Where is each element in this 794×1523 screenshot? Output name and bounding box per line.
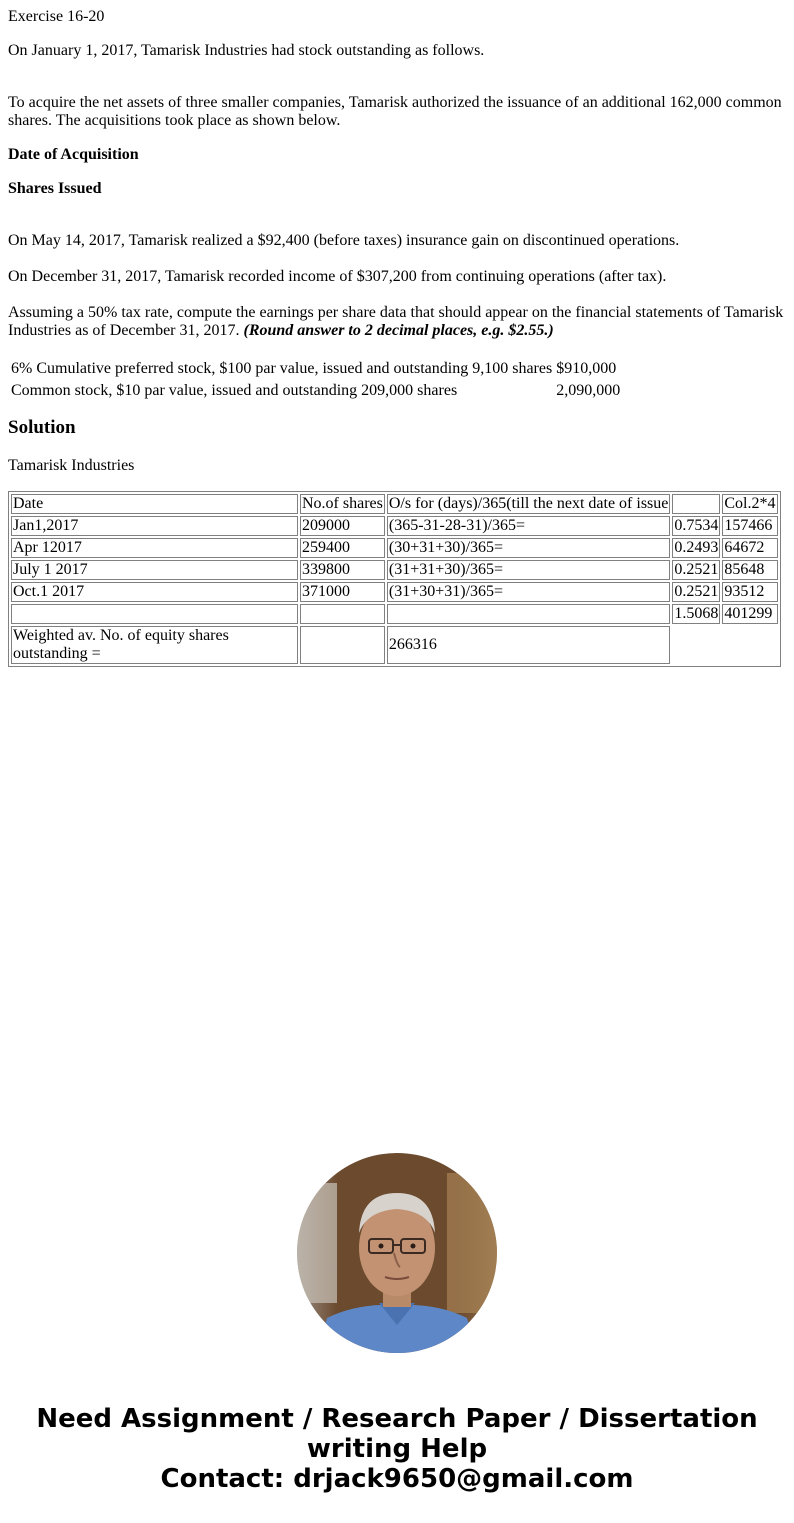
table-row: [11, 560, 778, 580]
cell-shares: 209000: [300, 516, 385, 536]
footer-line-2: writing Help: [306, 1434, 488, 1464]
cell-date: July 1 2017: [11, 560, 298, 580]
rounding-note: (Round answer to 2 decimal places, e.g. $2.55.): [243, 322, 554, 339]
stock-amount: $910,000: [556, 360, 617, 377]
question-paragraph: [8, 304, 786, 340]
stock-label: 6% Cumulative preferred stock, $100 par value, issued and outstanding 9,100 shares: [11, 360, 553, 377]
table-row: [11, 538, 778, 558]
total-factor: 1.5068: [674, 605, 719, 622]
portrait-image: [297, 1153, 497, 1353]
table-row: [11, 516, 778, 536]
cell-outstanding: (31+31+30)/365=: [387, 560, 671, 580]
stock-outstanding-table: [8, 357, 623, 403]
date-of-acquisition-heading: Date of Acquisition: [8, 146, 139, 163]
header-product: Col.2*4: [724, 495, 776, 512]
cell-blank: [672, 626, 777, 664]
cell-factor: 0.2493: [674, 539, 719, 556]
cell-shares: 259400: [300, 538, 385, 558]
weighted-average-label: Weighted av. No. of equity shares outstanding =: [11, 626, 298, 664]
cell-product: 157466: [722, 516, 777, 536]
weighted-shares-table: [8, 491, 781, 667]
cell-date: Apr 12017: [11, 538, 298, 558]
totals-row: [11, 604, 778, 624]
acquisition-paragraph: To acquire the net assets of three smaller companies, Tamarisk authorized the issuance of an additional 162,000 common shares. The acquisitions took place as shown below.: [8, 94, 782, 129]
exercise-title: Exercise 16-20: [8, 8, 105, 25]
cell-shares: 339800: [300, 560, 385, 580]
cell-date: Jan1,2017: [11, 516, 298, 536]
weighted-average-row: [11, 626, 778, 664]
header-factor: [672, 494, 720, 514]
cell-outstanding: (31+30+31)/365=: [387, 582, 671, 602]
cell-outstanding: (365-31-28-31)/365=: [387, 516, 671, 536]
header-outstanding: O/s for (days)/365(till the next date of issue: [388, 495, 669, 512]
weighted-average-value: 266316: [387, 626, 671, 664]
table-header-row: [11, 494, 778, 514]
stock-row: [10, 359, 621, 379]
cell-empty: [300, 604, 385, 624]
income-paragraph: On December 31, 2017, Tamarisk recorded income of $307,200 from continuing operations (after tax).: [8, 268, 667, 285]
cell-date: Oct.1 2017: [11, 582, 298, 602]
cell-shares: 371000: [300, 582, 385, 602]
author-photo: [297, 1153, 497, 1353]
stock-label: Common stock, $10 par value, issued and outstanding 209,000 shares: [11, 382, 458, 399]
footer-line-1: Need Assignment / Research Paper / Dissertation: [36, 1404, 758, 1434]
insurance-gain-paragraph: On May 14, 2017, Tamarisk realized a $92,400 (before taxes) insurance gain on discontinued operations.: [8, 232, 680, 249]
footer-contact: Contact: drjack9650@gmail.com: [160, 1464, 634, 1494]
cell-product: 64672: [722, 538, 777, 558]
question-text: Assuming a 50% tax rate, compute the earnings per share data that should appear on the financial statements of Tamarisk Industries as of December 31, 2017.: [8, 304, 784, 339]
footer-banner: [0, 1404, 794, 1494]
cell-empty: [300, 626, 385, 664]
cell-factor: 0.2521: [674, 583, 719, 600]
cell-outstanding: (30+31+30)/365=: [387, 538, 671, 558]
intro-paragraph: On January 1, 2017, Tamarisk Industries had stock outstanding as follows.: [8, 42, 485, 59]
cell-empty: [11, 604, 298, 624]
cell-factor: 0.7534: [674, 517, 719, 534]
company-name: Tamarisk Industries: [8, 457, 135, 474]
cell-factor: 0.2521: [674, 561, 719, 578]
header-shares: No.of shares: [302, 495, 383, 512]
total-product: 401299: [722, 604, 777, 624]
stock-amount: 2,090,000: [556, 382, 621, 399]
shares-issued-heading: Shares Issued: [8, 180, 102, 197]
header-date: Date: [11, 494, 298, 514]
cell-empty: [387, 604, 671, 624]
stock-row: [10, 381, 621, 401]
table-row: [11, 582, 778, 602]
cell-product: 93512: [722, 582, 777, 602]
solution-heading: Solution: [8, 417, 76, 438]
cell-product: 85648: [722, 560, 777, 580]
